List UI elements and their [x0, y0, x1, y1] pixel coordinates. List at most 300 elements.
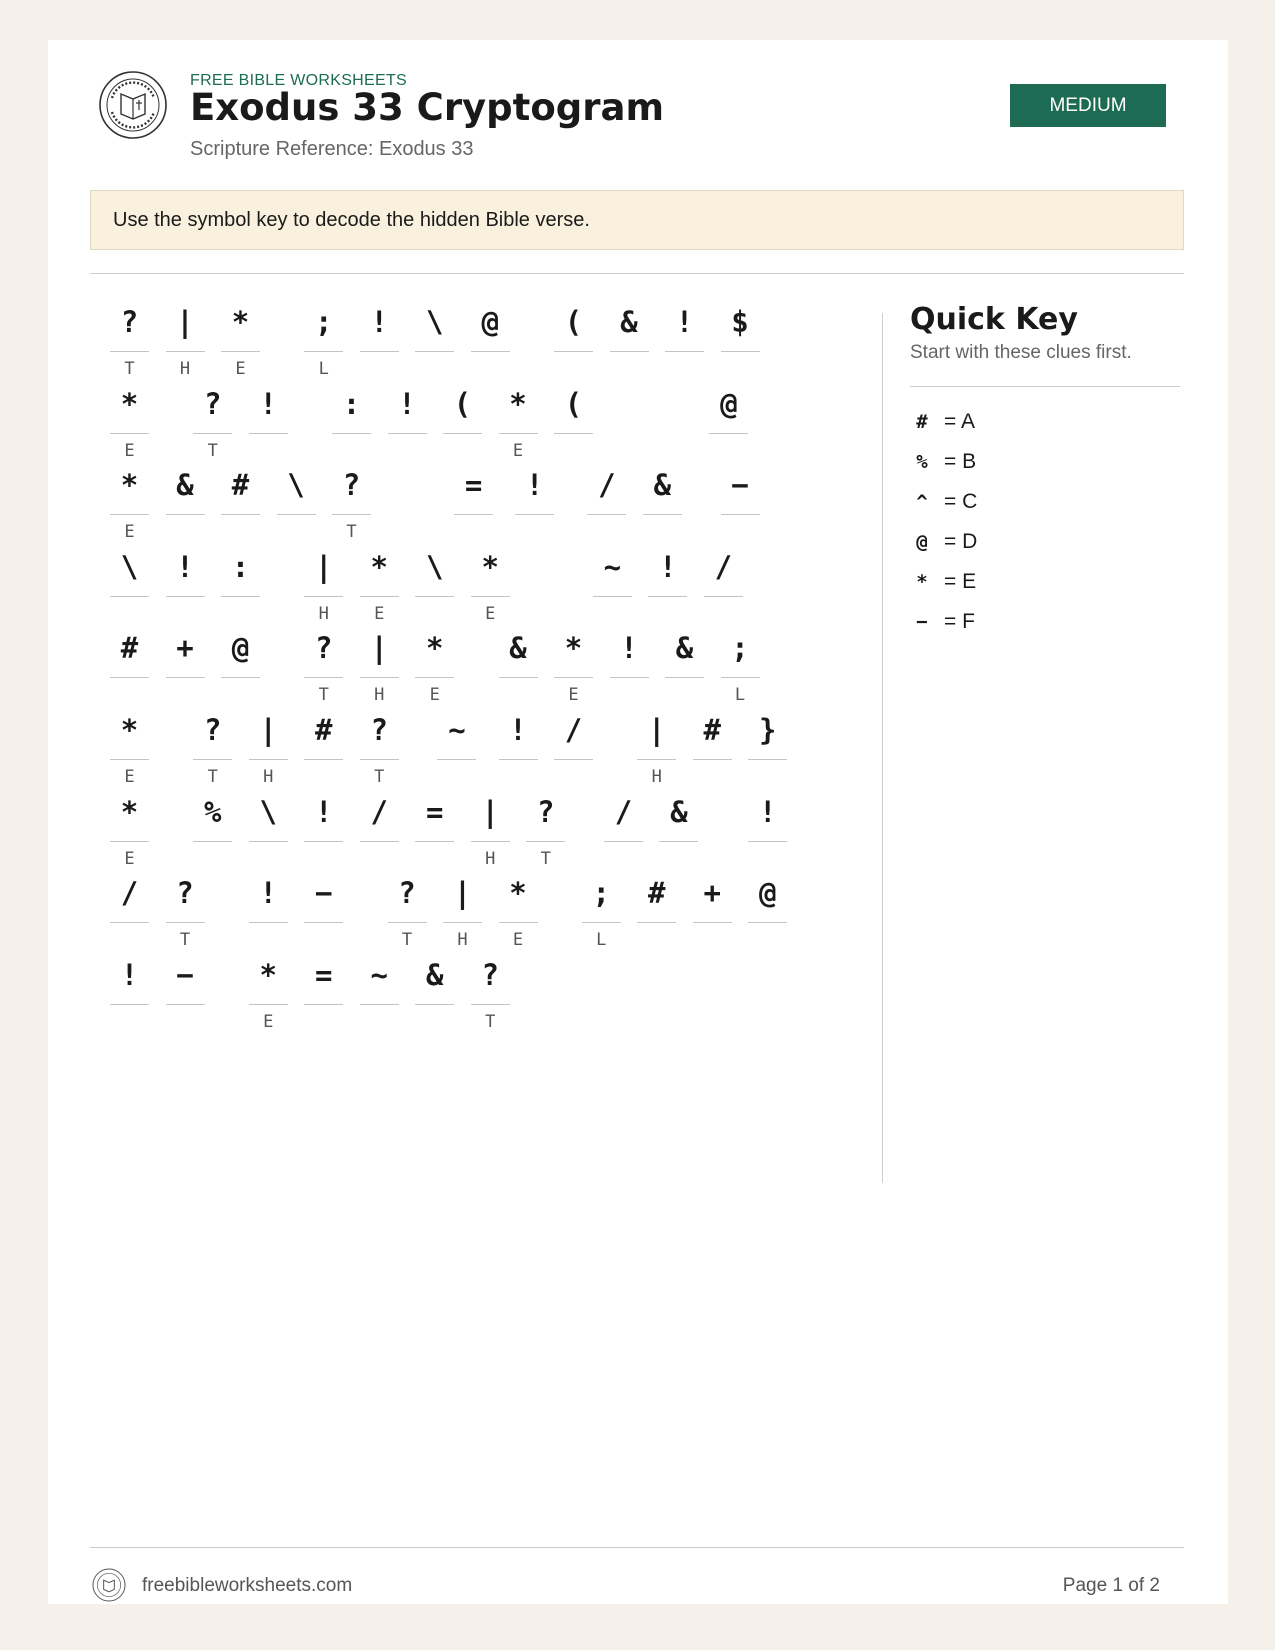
answer-line[interactable] [110, 677, 149, 678]
cipher-symbol: & [620, 305, 638, 339]
answer-line[interactable] [166, 351, 205, 352]
hint-letter [332, 440, 371, 462]
hint-letter [110, 603, 149, 625]
hint-letter: H [651, 767, 662, 787]
cipher-symbol: ! [620, 631, 638, 666]
cipher-symbol: ! [759, 794, 777, 829]
key-letter: = D [944, 530, 978, 553]
hint-letter: T [124, 359, 135, 379]
cipher-symbol: + [703, 876, 721, 911]
answer-line[interactable] [166, 596, 205, 597]
hint-letter [443, 440, 482, 462]
cipher-symbol: * [426, 631, 444, 666]
cipher-symbol: = [426, 794, 444, 829]
answer-line[interactable] [748, 759, 787, 760]
key-letter: = F [944, 610, 975, 633]
cipher-symbol: ! [120, 957, 139, 992]
hint-letter [515, 521, 554, 543]
answer-line[interactable] [693, 759, 732, 760]
answer-line[interactable] [443, 433, 482, 434]
cipher-symbol: − [176, 957, 194, 992]
hint-letter [659, 848, 698, 870]
cipher-symbol: ? [537, 794, 555, 829]
hint-letter: H [179, 359, 191, 379]
cipher-symbol: / [370, 794, 388, 829]
worksheet-page [48, 40, 1228, 1604]
cipher-symbol: / [714, 549, 733, 584]
hint-letter [221, 684, 260, 706]
cipher-symbol: * [509, 386, 527, 421]
cipher-symbol: # [648, 876, 666, 911]
hint-letter [704, 603, 743, 625]
answer-line[interactable] [643, 514, 682, 515]
cipher-symbol: ! [509, 713, 527, 747]
answer-line[interactable] [110, 922, 149, 923]
cipher-symbol: = [315, 957, 333, 992]
page-number: Page 1 of 2 [1062, 1575, 1160, 1596]
cipher-symbol: ; [592, 876, 610, 911]
cipher-symbol: ; [315, 305, 333, 339]
answer-line[interactable] [304, 1004, 343, 1005]
hint-letter: L [596, 930, 607, 951]
answer-line[interactable] [221, 514, 260, 515]
cipher-symbol: + [176, 631, 194, 666]
answer-line[interactable] [721, 351, 760, 352]
answer-line[interactable] [610, 677, 649, 678]
answer-line[interactable] [360, 351, 399, 352]
hint-letter: E [485, 603, 496, 624]
cipher-symbol: = [464, 468, 483, 503]
cipher-symbol: ( [453, 386, 472, 421]
hint-letter [249, 848, 288, 870]
answer-line[interactable] [499, 677, 538, 678]
cipher-symbol: | [176, 305, 194, 339]
cipher-symbol: @ [720, 386, 738, 421]
hint-letter [643, 521, 682, 543]
answer-line[interactable] [748, 922, 787, 923]
hint-letter: E [124, 848, 135, 869]
cipher-symbol: & [670, 794, 688, 829]
hint-letter: H [263, 767, 274, 787]
answer-line[interactable] [721, 514, 760, 515]
cryptogram-grid [48, 40, 888, 1240]
answer-line[interactable] [110, 759, 149, 760]
cipher-symbol: ? [176, 876, 194, 911]
cipher-symbol: % [204, 794, 222, 829]
cipher-symbol: \ [426, 305, 444, 339]
cipher-symbol: @ [481, 305, 499, 339]
cipher-symbol: | [453, 876, 472, 911]
answer-line[interactable] [360, 759, 399, 760]
answer-line[interactable] [304, 677, 343, 678]
answer-line[interactable] [593, 596, 632, 597]
cipher-symbol: ? [204, 386, 222, 421]
hint-letter [693, 929, 732, 951]
answer-line[interactable] [360, 596, 399, 597]
cipher-symbol: | [370, 631, 388, 666]
hint-letter [748, 766, 787, 788]
answer-line[interactable] [110, 433, 149, 434]
key-symbol: @ [916, 531, 928, 553]
answer-line[interactable] [610, 351, 649, 352]
hint-letter: L [734, 685, 746, 706]
hint-letter: E [124, 440, 135, 461]
answer-line[interactable] [415, 1004, 454, 1005]
cipher-symbol: * [370, 549, 388, 584]
cipher-symbol: ( [564, 305, 583, 339]
cipher-symbol: ~ [448, 713, 466, 747]
cipher-symbol: # [703, 713, 721, 747]
answer-line[interactable] [110, 1004, 149, 1005]
hint-letter [221, 521, 260, 543]
answer-line[interactable] [360, 1004, 399, 1005]
answer-line[interactable] [249, 433, 288, 434]
hint-letter: T [540, 848, 551, 869]
answer-line[interactable] [554, 759, 593, 760]
key-symbol: * [916, 571, 928, 593]
hint-letter [110, 1011, 149, 1033]
answer-line[interactable] [249, 922, 288, 923]
answer-line[interactable] [659, 841, 698, 842]
quick-key-title: Quick Key [910, 302, 1078, 337]
hint-letter [360, 1011, 399, 1033]
answer-line[interactable] [304, 596, 343, 597]
hint-letter [415, 1011, 454, 1033]
answer-line[interactable] [554, 351, 593, 352]
answer-line[interactable] [637, 759, 676, 760]
hint-letter [499, 684, 538, 706]
cipher-symbol: | [259, 713, 277, 747]
cipher-symbol: # [231, 468, 250, 503]
answer-line[interactable] [221, 351, 260, 352]
cipher-symbol: − [315, 876, 333, 911]
hint-letter [721, 521, 760, 543]
hint-letter [610, 684, 649, 706]
hint-letter: E [568, 685, 579, 706]
hint-letter: L [318, 359, 329, 379]
cipher-symbol: ? [481, 957, 499, 992]
cipher-symbol: ? [398, 876, 416, 911]
hint-letter [166, 684, 205, 706]
answer-line[interactable] [665, 677, 704, 678]
cipher-symbol: / [564, 713, 583, 747]
hint-letter: T [179, 930, 191, 951]
answer-line[interactable] [166, 922, 205, 923]
quick-key-list [910, 402, 1180, 642]
answer-line[interactable] [360, 841, 399, 842]
answer-line[interactable] [360, 677, 399, 678]
answer-line[interactable] [648, 596, 687, 597]
cipher-symbol: ; [731, 631, 749, 666]
cipher-symbol: | [648, 713, 666, 747]
answer-line[interactable] [499, 922, 538, 923]
vertical-divider [882, 313, 883, 1183]
answer-line[interactable] [249, 841, 288, 842]
answer-line[interactable] [193, 759, 232, 760]
cipher-symbol: ? [342, 468, 361, 503]
answer-line[interactable] [471, 596, 510, 597]
cipher-symbol: / [614, 794, 633, 829]
cipher-symbol: ? [120, 305, 139, 339]
hint-letter [454, 521, 493, 543]
answer-line[interactable] [637, 922, 676, 923]
cipher-symbol: # [315, 713, 333, 747]
quick-key-item [910, 402, 1180, 442]
hint-letter [748, 929, 787, 951]
cipher-symbol: ! [370, 305, 388, 339]
hint-letter: H [485, 848, 496, 869]
key-symbol: − [916, 611, 928, 633]
answer-line[interactable] [277, 514, 316, 515]
answer-line[interactable] [332, 514, 371, 515]
hint-letter: E [512, 440, 524, 461]
hint-letter: E [429, 685, 440, 706]
cipher-symbol: * [120, 794, 139, 829]
answer-line[interactable] [693, 922, 732, 923]
answer-line[interactable] [415, 841, 454, 842]
answer-line[interactable] [415, 677, 454, 678]
hint-letter: T [207, 440, 218, 461]
answer-line[interactable] [471, 841, 510, 842]
cipher-symbol: * [231, 305, 250, 339]
answer-line[interactable] [471, 1004, 510, 1005]
cipher-symbol: − [731, 468, 749, 503]
cipher-symbol: ? [370, 713, 388, 747]
answer-line[interactable] [499, 759, 538, 760]
hint-letter [471, 358, 510, 380]
hint-letter [637, 929, 676, 951]
hint-letter: E [124, 522, 135, 543]
cipher-symbol: * [481, 549, 499, 584]
hint-letter [415, 358, 454, 380]
hint-letter [693, 766, 732, 788]
cipher-symbol: / [120, 876, 139, 911]
hint-letter [748, 848, 787, 870]
answer-line[interactable] [249, 759, 288, 760]
hint-letter: E [512, 930, 524, 951]
answer-line[interactable] [665, 351, 704, 352]
answer-line[interactable] [166, 514, 205, 515]
answer-line[interactable] [221, 677, 260, 678]
cipher-symbol: | [481, 794, 499, 829]
hint-letter [277, 521, 316, 543]
cipher-symbol: ~ [370, 957, 388, 992]
answer-line[interactable] [332, 433, 371, 434]
quick-key-item [910, 482, 1180, 522]
hint-letter [193, 848, 232, 870]
cipher-symbol: ! [176, 549, 194, 584]
hint-letter: E [235, 359, 246, 379]
answer-line[interactable] [388, 922, 427, 923]
answer-line[interactable] [110, 841, 149, 842]
cipher-symbol: * [259, 957, 277, 992]
hint-letter [304, 929, 343, 951]
answer-line[interactable] [437, 759, 476, 760]
hint-letter: E [263, 1011, 274, 1032]
answer-line[interactable] [304, 841, 343, 842]
hint-letter [554, 358, 593, 380]
hint-letter: E [374, 603, 385, 624]
quick-key-subtitle: Start with these clues first. [910, 342, 1132, 363]
answer-line[interactable] [193, 841, 232, 842]
cipher-symbol: ( [564, 386, 583, 421]
answer-line[interactable] [554, 677, 593, 678]
quick-key-item [910, 562, 1180, 602]
cipher-symbol: & [176, 468, 194, 503]
hint-letter [360, 358, 399, 380]
answer-line[interactable] [454, 514, 493, 515]
key-symbol: ^ [916, 491, 928, 513]
cipher-symbol: ! [315, 794, 333, 829]
quick-key-divider [910, 386, 1180, 387]
answer-line[interactable] [166, 1004, 205, 1005]
cipher-symbol: & [653, 468, 672, 503]
hint-letter [388, 440, 427, 462]
answer-line[interactable] [110, 514, 149, 515]
cipher-symbol: } [759, 713, 777, 747]
cipher-symbol: \ [120, 549, 139, 584]
hint-letter [166, 603, 205, 625]
instructions-text: Use the symbol key to decode the hidden Bible verse. [113, 208, 590, 231]
hint-letter [665, 684, 704, 706]
answer-line[interactable] [304, 351, 343, 352]
footer-logo-icon [92, 1568, 126, 1602]
cipher-symbol: ! [259, 386, 277, 421]
cipher-symbol: : [231, 549, 250, 584]
hint-letter [587, 521, 626, 543]
answer-line[interactable] [526, 841, 565, 842]
hint-letter [437, 766, 476, 788]
hint-letter: T [318, 685, 329, 706]
cipher-symbol: ! [398, 386, 416, 421]
hint-letter [249, 440, 288, 462]
brand-name: FREE BIBLE WORKSHEETS [190, 72, 408, 89]
answer-line[interactable] [304, 759, 343, 760]
cipher-symbol: & [509, 631, 527, 666]
answer-line[interactable] [471, 351, 510, 352]
cipher-symbol: / [598, 468, 616, 503]
key-letter: = E [944, 570, 977, 593]
answer-line[interactable] [704, 596, 743, 597]
answer-line[interactable] [249, 1004, 288, 1005]
answer-line[interactable] [554, 433, 593, 434]
key-symbol: % [916, 451, 928, 473]
cipher-symbol: * [509, 876, 527, 911]
answer-line[interactable] [748, 841, 787, 842]
hint-letter [709, 440, 748, 462]
hint-letter: T [207, 767, 218, 787]
cipher-symbol: * [120, 386, 139, 421]
hint-letter [166, 1011, 205, 1033]
hint-letter [648, 603, 687, 625]
hint-letter [604, 848, 643, 870]
cipher-symbol: * [564, 631, 583, 666]
hint-letter: T [485, 1011, 496, 1032]
answer-line[interactable] [709, 433, 748, 434]
hint-letter [304, 1011, 343, 1033]
hint-letter: H [318, 603, 329, 624]
answer-line[interactable] [582, 922, 621, 923]
cipher-symbol: ! [659, 549, 677, 584]
quick-key-item [910, 522, 1180, 562]
answer-line[interactable] [110, 351, 149, 352]
hint-letter: T [401, 930, 413, 951]
answer-line[interactable] [604, 841, 643, 842]
cipher-symbol: \ [287, 468, 305, 503]
cipher-symbol: | [315, 549, 333, 584]
difficulty-badge: MEDIUM [1010, 84, 1166, 127]
hint-letter [721, 358, 760, 380]
hint-letter: E [124, 767, 135, 787]
cipher-symbol: & [426, 957, 444, 992]
answer-line[interactable] [499, 433, 538, 434]
cipher-symbol: ~ [603, 549, 622, 584]
hint-letter [415, 603, 454, 625]
cipher-symbol: \ [259, 794, 277, 829]
answer-line[interactable] [415, 596, 454, 597]
scripture-reference: Scripture Reference: Exodus 33 [190, 138, 474, 160]
hint-letter [360, 848, 399, 870]
cipher-symbol: * [120, 713, 139, 747]
cipher-symbol: : [342, 386, 361, 421]
answer-line[interactable] [515, 514, 554, 515]
hint-letter: T [374, 767, 385, 787]
cipher-symbol: ! [525, 468, 544, 503]
answer-line[interactable] [110, 596, 149, 597]
answer-line[interactable] [415, 351, 454, 352]
hint-letter [304, 766, 343, 788]
cipher-symbol: & [675, 631, 694, 666]
hint-letter: T [346, 522, 357, 543]
key-symbol: # [916, 411, 928, 433]
cipher-symbol: @ [231, 631, 250, 666]
key-letter: = A [944, 410, 975, 433]
answer-line[interactable] [443, 922, 482, 923]
key-letter: = B [944, 450, 977, 473]
hint-letter [554, 766, 593, 788]
answer-line[interactable] [587, 514, 626, 515]
hint-letter [499, 766, 538, 788]
cipher-symbol: ? [204, 713, 222, 747]
hint-letter: H [374, 685, 385, 706]
hint-letter [610, 358, 649, 380]
cipher-symbol: @ [759, 876, 777, 911]
cipher-symbol: # [120, 631, 139, 666]
hint-letter [110, 929, 149, 951]
quick-key-item [910, 442, 1180, 482]
answer-line[interactable] [166, 677, 205, 678]
answer-line[interactable] [193, 433, 232, 434]
hint-letter [665, 358, 704, 380]
footer-website: freebibleworksheets.com [142, 1575, 353, 1596]
cipher-symbol: ? [315, 631, 333, 666]
hint-letter [554, 440, 593, 462]
answer-line[interactable] [304, 922, 343, 923]
hint-letter: H [457, 930, 468, 951]
key-letter: = C [944, 490, 978, 513]
quick-key-item [910, 602, 1180, 642]
cipher-symbol: ! [259, 876, 277, 911]
hint-letter [221, 603, 260, 625]
answer-line[interactable] [221, 596, 260, 597]
answer-line[interactable] [721, 677, 760, 678]
cipher-symbol: ! [675, 305, 694, 339]
hint-letter [415, 848, 454, 870]
cipher-symbol: * [120, 468, 139, 503]
hint-letter [166, 521, 205, 543]
page-title: Exodus 33 Cryptogram [190, 86, 665, 129]
answer-line[interactable] [388, 433, 427, 434]
